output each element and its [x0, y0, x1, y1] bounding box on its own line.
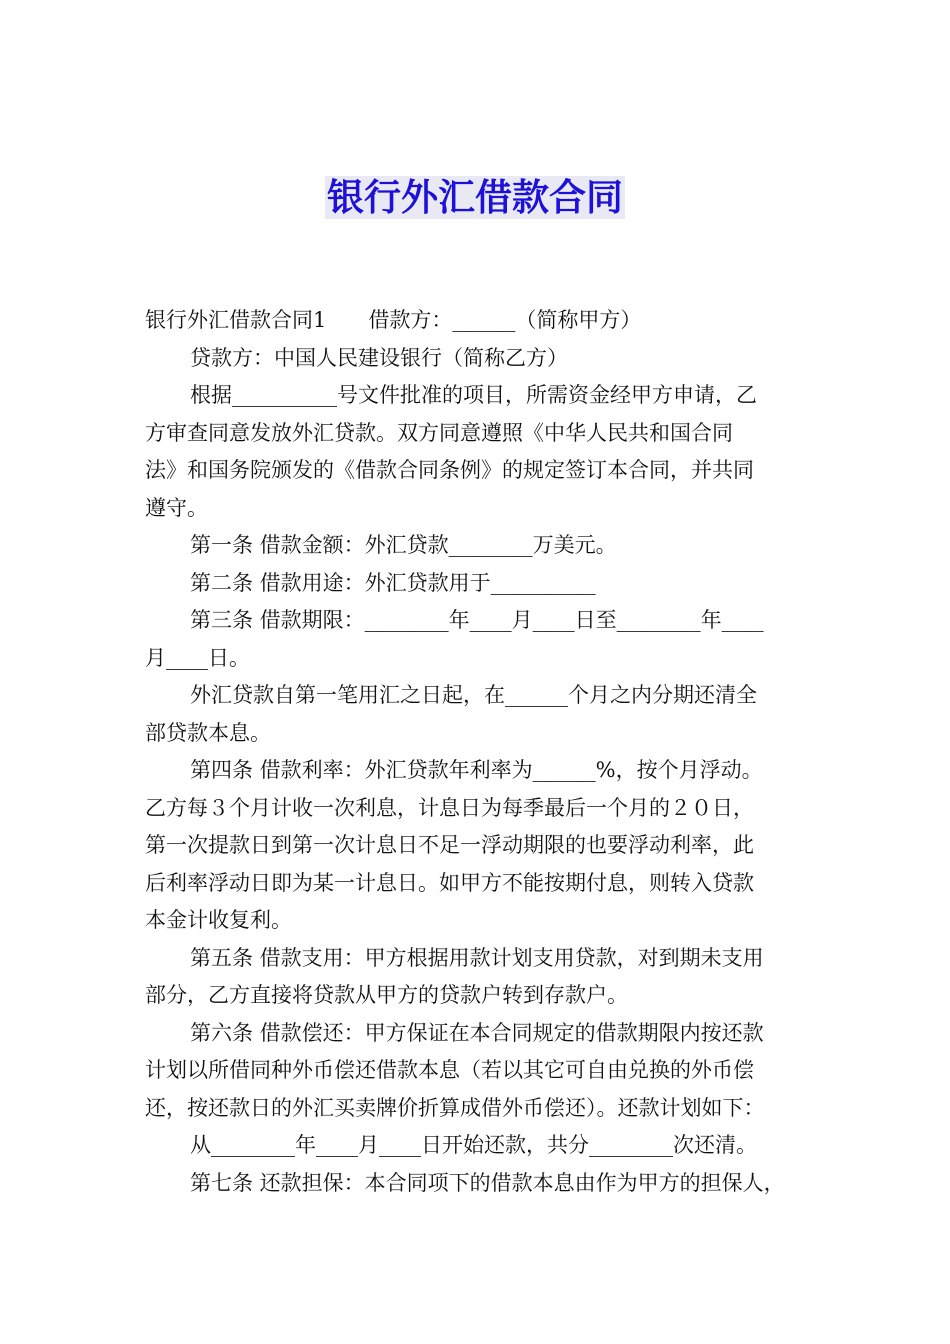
text-line: 第二条 借款用途：外汇贷款用于__________ [190, 570, 596, 595]
text-line: 计划以所借同种外币偿还借款本息（若以其它可自由兑换的外币偿 [145, 1058, 754, 1082]
text-line: 外汇贷款自第一笔用汇之日起，在______个月之内分期还清全 [190, 683, 757, 707]
text-line: 部贷款本息。 [145, 720, 271, 745]
text-line: 第七条 还款担保：本合同项下的借款本息由作为甲方的担保人， [190, 1170, 785, 1195]
text-line: 第四条 借款利率：外汇贷款年利率为______%，按个月浮动。 [190, 758, 763, 782]
text-line: 第六条 借款偿还：甲方保证在本合同规定的借款期限内按还款 [190, 1020, 764, 1045]
document-body [145, 302, 805, 1202]
text-line: 方审查同意发放外汇贷款。双方同意遵照《中华人民共和国合同 [145, 420, 733, 445]
text-line: 遵守。 [145, 495, 208, 520]
text-line: 银行外汇借款合同1 借款方：______（简称甲方） [145, 308, 642, 332]
text-line: 第五条 借款支用：甲方根据用款计划支用贷款，对到期未支用 [190, 945, 764, 970]
text-line: 第一条 借款金额：外汇贷款________万美元。 [190, 533, 617, 557]
document-title: 银行外汇借款合同 [327, 176, 623, 219]
text-line: 本金计收复利。 [145, 908, 292, 932]
text-line: 乙方每３个月计收一次利息，计息日为每季最后一个月的２０日， [145, 795, 754, 820]
text-line: 后利率浮动日即为某一计息日。如甲方不能按期付息，则转入贷款 [145, 870, 754, 895]
text-line: 根据__________号文件批准的项目，所需资金经甲方申请，乙 [190, 383, 757, 407]
text-line: 月____日。 [145, 645, 250, 670]
text-line: 第一次提款日到第一次计息日不足一浮动期限的也要浮动利率，此 [145, 833, 754, 857]
text-line: 还，按还款日的外汇买卖牌价折算成借外币偿还）。还款计划如下： [145, 1095, 765, 1120]
text-line: 法》和国务院颁发的《借款合同条例》的规定签订本合同，并共同 [145, 458, 754, 482]
text-line: 从________年____月____日开始还款，共分________次还清。 [190, 1133, 757, 1157]
text-line: 部分，乙方直接将贷款从甲方的贷款户转到存款户。 [145, 983, 628, 1007]
text-line: 第三条 借款期限：________年____月____日至________年____ [190, 608, 764, 632]
text-line: 贷款方：中国人民建设银行（简称乙方） [190, 345, 568, 370]
